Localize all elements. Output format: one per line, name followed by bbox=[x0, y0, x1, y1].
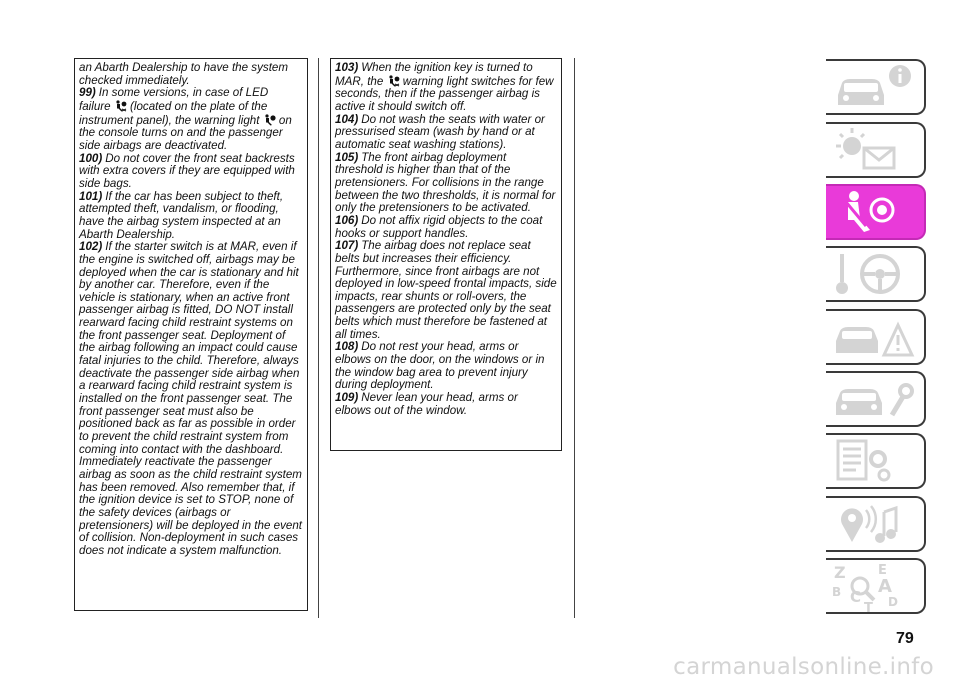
note-99: 99) In some versions, in case of LED failure (located on the plate of the instrument panel), the warning light on the console turns on and the passenger side airbags are deactivated. bbox=[79, 86, 292, 152]
note-108: 108) Do not rest your head, arms or elbows on the door, on the windows or in the window bag area to prevent injury during deployment. bbox=[335, 340, 545, 392]
note-107: 107) The airbag does not replace seat belts but increases their efficiency. Furthermore, since front airbags are not deployed in low-speed frontal impacts, side impacts, rear shunts or roll-overs, the passengers are protected only by the seat belts which must therefore be fastened at all times. bbox=[335, 239, 557, 341]
column-divider bbox=[574, 58, 575, 618]
location-music-icon bbox=[826, 498, 924, 550]
chapter-tab-multimedia[interactable] bbox=[826, 496, 926, 552]
chapter-tab-emergency[interactable] bbox=[826, 309, 926, 365]
chapter-tab-dashboard[interactable] bbox=[826, 59, 926, 115]
chapter-tab-starting-driving[interactable] bbox=[826, 246, 926, 302]
note-number: 108) bbox=[335, 340, 359, 354]
chapter-tab-index[interactable] bbox=[826, 558, 926, 614]
index-letter: B bbox=[832, 585, 842, 599]
note-105: 105) The front airbag deployment threshold is higher than that of the pretensioners. For collisions in the range between the two thresholds, it is normal for only the pretensioners to be activated. bbox=[335, 150, 556, 215]
note-104: 104) Do not wash the seats with water or pressurised steam (wash by hand or at automatic seat washing stations). bbox=[335, 112, 545, 151]
key-steering-wheel-icon bbox=[826, 248, 924, 300]
note-intro: an Abarth Dealership to have the system checked immediately. bbox=[79, 61, 289, 87]
alphabetical-index-icon bbox=[826, 560, 924, 612]
column-divider bbox=[318, 58, 319, 618]
chapter-tab-lights[interactable] bbox=[826, 122, 926, 178]
note-number: 104) bbox=[335, 112, 359, 126]
warning-notes-left bbox=[74, 58, 308, 611]
seatbelt-airbag-icon bbox=[826, 186, 924, 238]
note-number: 102) bbox=[79, 240, 103, 254]
note-number: 101) bbox=[79, 189, 103, 203]
index-letter: A bbox=[878, 576, 892, 597]
note-number: 103) bbox=[335, 61, 359, 74]
watermark: carmanualsonline.info bbox=[673, 654, 934, 680]
document-gear-icon bbox=[826, 435, 924, 487]
index-letter: C bbox=[850, 588, 862, 606]
index-letter: Z bbox=[834, 563, 846, 582]
note-number: 99) bbox=[79, 86, 96, 100]
note-106: 106) Do not affix rigid objects to the coat hooks or support handles. bbox=[335, 213, 543, 240]
index-letter: T bbox=[864, 601, 873, 612]
note-103: 103) When the ignition key is turned to MAR, the warning light switches for few seconds, then if the passenger airbag is active it should switch off. bbox=[335, 61, 554, 113]
chapter-tab-technical-data[interactable] bbox=[826, 433, 926, 489]
airbag-off-warning-icon bbox=[387, 75, 400, 87]
index-letter: D bbox=[888, 595, 898, 609]
note-101: 101) If the car has been subject to theft, attempted theft, vandalism, or flooding, have the airbag system inspected at an Abarth Dealership. bbox=[79, 189, 284, 241]
warning-notes-middle bbox=[330, 58, 562, 451]
airbag-off-warning-icon bbox=[114, 100, 127, 112]
note-109: 109) Never lean your head, arms or elbows out of the window. bbox=[335, 391, 518, 417]
note-number: 105) bbox=[335, 150, 359, 164]
car-wrench-icon bbox=[826, 373, 924, 425]
chapter-tab-maintenance[interactable] bbox=[826, 371, 926, 427]
note-number: 106) bbox=[335, 213, 359, 227]
chapter-tab-safety[interactable] bbox=[826, 184, 926, 240]
index-letter: E bbox=[878, 563, 887, 578]
page-number: 79 bbox=[896, 630, 914, 647]
sun-envelope-icon bbox=[826, 124, 924, 176]
car-info-icon bbox=[826, 61, 924, 113]
note-102: 102) If the starter switch is at MAR, even if the engine is switched off, airbags may be deployed when the car is stationary and hit by another car. Therefore, even if the vehicle is stationary, when an active front passenger airbag is fitted, DO NOT install rearward facing child restraint systems on the front passenger seat. Deployment of the airbag following an impact could cause fatal injuries to the child. Therefore, always deactivate the passenger side airbag when a rearward facing child restraint system is installed on the front passenger seat. The front passenger seat must also be positioned back as far as possible in order to prevent the child restraint system from coming into contact with the dashboard. Immediately reactivate the passenger airbag as soon as the child restraint system has been removed. Also remember that, if the ignition device is set to STOP, none of the safety devices (airbags or pretensioners) will be deployed in the event of collision. Non-deployment in such cases does not indicate a system malfunction. bbox=[79, 240, 302, 557]
airbag-warning-icon bbox=[263, 114, 276, 126]
car-warning-triangle-icon bbox=[826, 311, 924, 363]
note-100: 100) Do not cover the front seat backrests with extra covers if they are equipped with side bags. bbox=[79, 151, 295, 190]
note-number: 100) bbox=[79, 151, 103, 165]
note-number: 107) bbox=[335, 239, 359, 253]
note-number: 109) bbox=[335, 391, 359, 405]
